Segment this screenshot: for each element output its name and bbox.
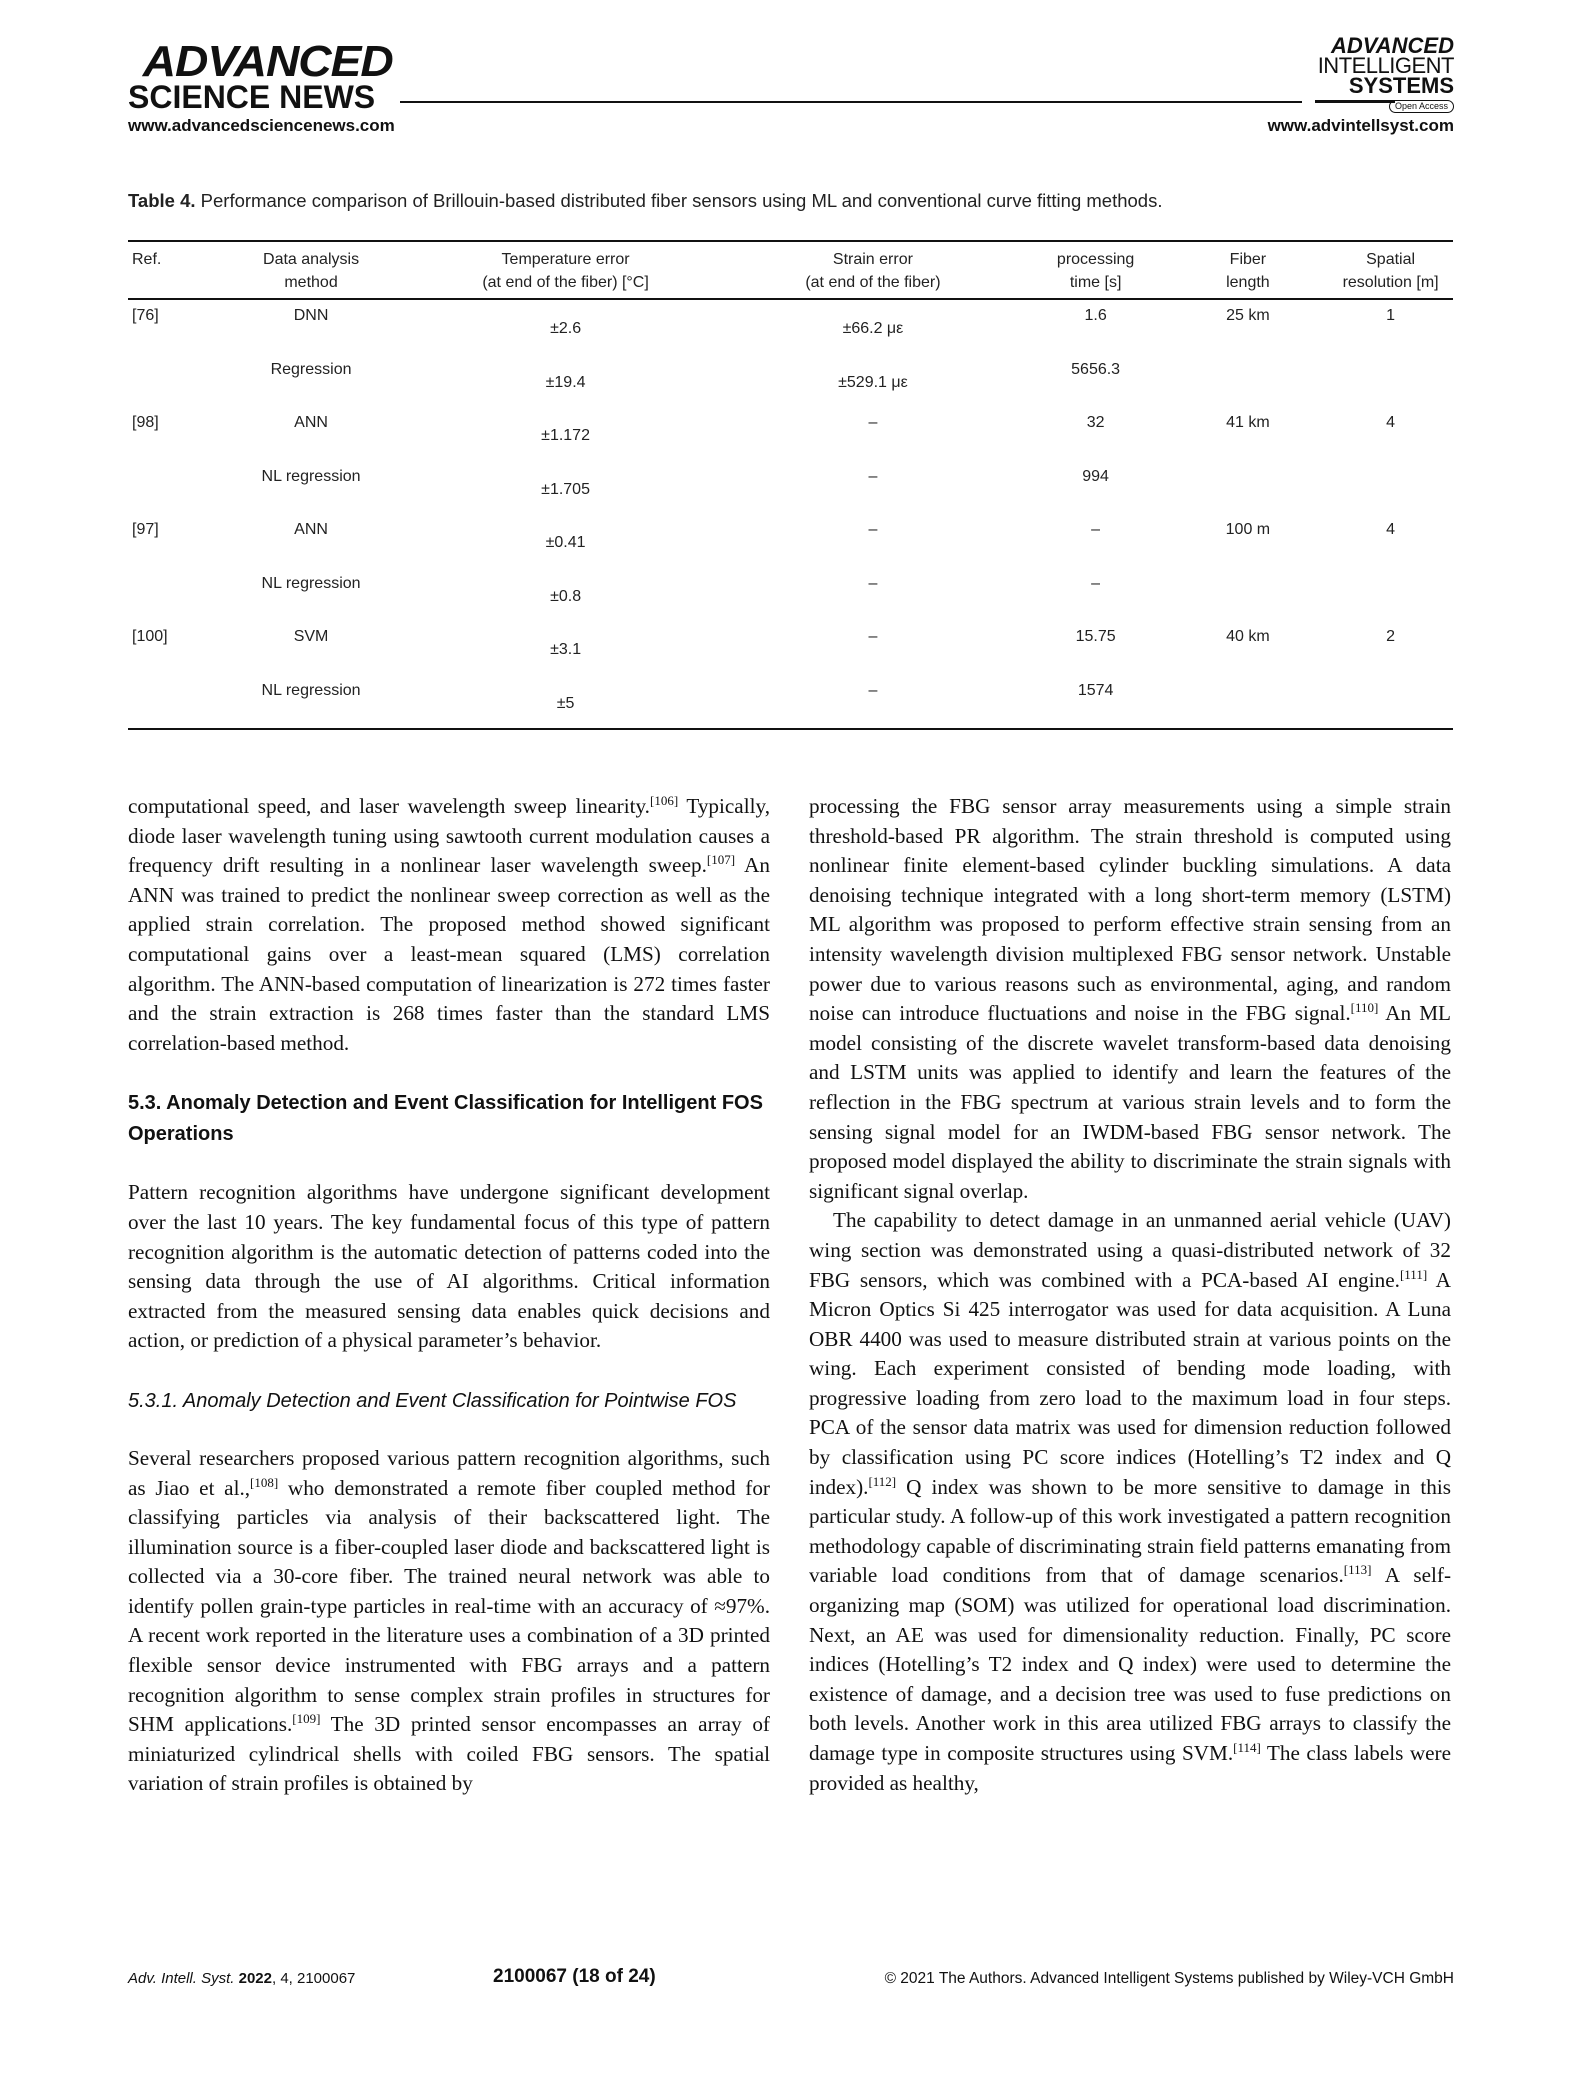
cell-value: 4 <box>1386 414 1396 431</box>
table-row <box>128 514 1453 568</box>
table-cell-processing-time <box>1024 568 1168 622</box>
performance-table <box>128 240 1453 730</box>
cell-value: 5656.3 <box>1071 360 1121 378</box>
cell-value: ±1.705 <box>541 480 590 498</box>
cell-value <box>1332 568 1449 575</box>
cell-value: – <box>868 681 878 699</box>
cell-value: 2 <box>1386 628 1396 645</box>
text-run: The 3D printed sensor encompasses an array of miniaturized cylindrical shells with coiled FBG sensors. The spatial variation of strain profiles is obtained by <box>128 1712 770 1796</box>
text-run: Q index was shown to be more sensitive to damage in this particular study. A follow-up of this work investigated a pattern recognition methodology capable of discriminating strain field patterns emanating from variable load conditions from that of damage scenarios. <box>809 1474 1451 1588</box>
text-run: Typically, diode laser wavelength tuning using sawtooth current modulation causes a frequency drift resulting in a nonlinear laser wavelength sweep. <box>128 794 770 878</box>
table-cell-fiber-length <box>1168 568 1329 622</box>
column-header-line2: (at end of the fiber) [°C] <box>482 274 649 291</box>
citation-link[interactable]: [107] <box>706 852 736 868</box>
open-access-badge: Open Access <box>1389 100 1454 113</box>
page-number: 2100067 (18 of 24) <box>493 1966 656 1987</box>
cell-value: ANN <box>294 414 328 431</box>
paragraph <box>809 1206 1451 1798</box>
table-cell-spatial-resolution <box>1328 461 1453 515</box>
column-header <box>213 241 409 299</box>
table-cell-strain-error <box>722 675 1023 730</box>
citation-link[interactable]: [111] <box>1399 1266 1428 1282</box>
citation-link[interactable]: [106] <box>649 793 679 808</box>
text-run: computational speed, and laser wavelength sweep linearity. <box>128 794 650 818</box>
journal-logo-divider <box>1315 100 1395 103</box>
cell-value: – <box>1091 521 1101 538</box>
table-cell-processing-time <box>1024 461 1168 515</box>
journal-logo-line3: SYSTEMS <box>1348 73 1454 98</box>
citation-link[interactable]: [109] <box>292 1711 321 1727</box>
cell-value <box>1172 354 1325 361</box>
publisher-logo <box>128 37 393 115</box>
paragraph <box>809 792 1451 1206</box>
citation-link[interactable]: [113] <box>1343 1562 1372 1578</box>
column-header <box>722 241 1023 299</box>
table-cell-temp-error <box>409 621 722 675</box>
table-cell-method <box>213 407 409 461</box>
table-cell-ref <box>128 675 213 730</box>
column-header-line1: Ref. <box>132 251 162 268</box>
table-cell-spatial-resolution <box>1328 354 1453 408</box>
table-cell-strain-error <box>722 461 1023 515</box>
table-cell-temp-error <box>409 299 722 354</box>
column-header <box>1168 241 1329 299</box>
column-header <box>1328 241 1453 299</box>
cell-value <box>1172 568 1325 575</box>
table-cell-processing-time <box>1024 354 1168 408</box>
table-cell-fiber-length <box>1168 675 1329 730</box>
column-header <box>1024 241 1168 299</box>
journal-logo-line1: ADVANCED <box>1330 33 1454 58</box>
table-body <box>128 299 1453 729</box>
table-cell-fiber-length <box>1168 299 1329 354</box>
table-cell-processing-time <box>1024 514 1168 568</box>
column-header-line2: (at end of the fiber) <box>805 274 941 291</box>
cell-value: SVM <box>293 628 329 645</box>
cell-value: – <box>1091 574 1101 592</box>
cell-value[interactable]: [98] <box>132 414 159 431</box>
table-cell-method <box>213 568 409 622</box>
table-cell-strain-error <box>722 568 1023 622</box>
subsection-heading: 5.3.1. Anomaly Detection and Event Classification for Pointwise FOS <box>128 1389 737 1412</box>
cell-value[interactable]: [100] <box>132 628 168 645</box>
text-run: The class labels were provided as healthy, <box>809 1741 1452 1795</box>
cell-value: 15.75 <box>1075 628 1116 645</box>
cell-value: – <box>868 628 878 645</box>
column-header <box>128 241 213 299</box>
cell-value <box>132 354 209 361</box>
paragraph <box>128 792 770 1058</box>
cell-value: ±0.8 <box>550 587 582 605</box>
cell-value: 994 <box>1082 467 1109 485</box>
table-cell-spatial-resolution <box>1328 514 1453 568</box>
table-cell-spatial-resolution <box>1328 407 1453 461</box>
column-header-line2: length <box>1226 274 1270 291</box>
table-cell-fiber-length <box>1168 354 1329 408</box>
paragraph <box>128 1178 770 1356</box>
cell-value: ±19.4 <box>545 373 586 391</box>
left-column <box>128 792 770 1799</box>
table-cell-spatial-resolution <box>1328 621 1453 675</box>
column-header-line1: Fiber <box>1229 251 1267 268</box>
table-cell-strain-error <box>722 354 1023 408</box>
table-cell-method <box>213 514 409 568</box>
cell-value: 1574 <box>1077 681 1114 699</box>
table-cell-ref <box>128 514 213 568</box>
footer-citation <box>128 1970 355 1987</box>
cell-value: 100 m <box>1225 521 1271 538</box>
citation-journal: Adv. Intell. Syst. <box>128 1970 235 1987</box>
table-row <box>128 461 1453 515</box>
table-cell-method <box>213 299 409 354</box>
journal-logo-line2: INTELLIGENT <box>1317 53 1454 78</box>
table-header-row <box>128 241 1453 299</box>
cell-value: 4 <box>1386 521 1396 538</box>
text-run: A self-organizing map (SOM) was utilized for operational load discrimination. Next, an AE was used for dimensionality reduction. Finally, PC score indices (Hotelling’s T2 index and Q index) were used to determine the existence of damage, and a decision tree was used to fuse predictions on both levels. Another work in this area utilized FBG arrays to classify the damage type in composite structures using SVM. <box>809 1563 1452 1765</box>
table-cell-temp-error <box>409 407 722 461</box>
journal-url[interactable]: www.advintellsyst.com <box>1267 116 1454 135</box>
cell-value <box>132 568 209 575</box>
citation-link[interactable]: [110] <box>1350 1000 1379 1016</box>
cell-value: ±2.6 <box>550 320 582 337</box>
table-caption-text: Performance comparison of Brillouin-based distributed fiber sensors using ML and conventional curve fitting methods. <box>200 190 1163 211</box>
cell-value <box>1332 675 1449 682</box>
table-cell-method <box>213 675 409 730</box>
cell-value: NL regression <box>261 681 361 699</box>
right-column <box>809 792 1451 1798</box>
copyright-notice: © 2021 The Authors. Advanced Intelligent Systems published by Wiley-VCH GmbH <box>884 1970 1454 1987</box>
publisher-logo-line1: ADVANCED <box>142 37 393 86</box>
table-cell-method <box>213 461 409 515</box>
cell-value <box>1332 461 1449 468</box>
cell-value: ±66.2 με <box>842 320 904 337</box>
cell-value[interactable]: [97] <box>132 521 159 538</box>
citation-year: 2022 <box>238 1970 272 1987</box>
table-row <box>128 568 1453 622</box>
table-cell-strain-error <box>722 299 1023 354</box>
text-run: The capability to detect damage in an unmanned aerial vehicle (UAV) wing section was demonstrated using a quasi-distributed network of 32 FBG sensors, which was combined with a PCA-based AI engine. <box>809 1208 1451 1292</box>
text-run: An ML model consisting of the discrete wavelet transform-based data denoising and LSTM units was applied to identify and learn the features of the reflection in the FBG spectrum at various strain levels and to form the sensing signal model for an IWDM-based FBG sensor network. The proposed model displayed the ability to discriminate the strain signals with significant signal overlap. <box>809 1001 1451 1203</box>
citation-link[interactable]: [108] <box>250 1474 279 1490</box>
table-cell-spatial-resolution <box>1328 299 1453 354</box>
table-cell-fiber-length <box>1168 407 1329 461</box>
cell-value: – <box>868 414 878 431</box>
table-cell-strain-error <box>722 621 1023 675</box>
cell-value: NL regression <box>261 574 361 592</box>
text-run: who demonstrated a remote fiber coupled method for classifying particles via analysis of their backscattered light. The illumination source is a fiber-coupled laser diode and backscattered light is collected via a 30-core fiber. The trained neural network was able to identify pollen grain-type particles in real-time with an accuracy of ≈97%. A recent work reported in the literature uses a combination of a 3D printed flexible sensor device instrumented with FBG arrays and a pattern recognition algorithm to sense complex strain profiles in structures for SHM applications. <box>128 1475 770 1737</box>
table-cell-processing-time <box>1024 675 1168 730</box>
column-header-line2: resolution [m] <box>1342 274 1439 291</box>
table-cell-ref <box>128 461 213 515</box>
column-header-line1: Spatial <box>1366 251 1416 268</box>
cell-value: ±1.172 <box>541 427 590 444</box>
cell-value: ±529.1 με <box>838 373 908 391</box>
table-cell-strain-error <box>722 407 1023 461</box>
table-row <box>128 407 1453 461</box>
cell-value: – <box>868 467 878 485</box>
table-cell-temp-error <box>409 568 722 622</box>
cell-value: 40 km <box>1226 628 1270 645</box>
cell-value: Regression <box>270 360 352 378</box>
table-cell-fiber-length <box>1168 514 1329 568</box>
table-cell-spatial-resolution <box>1328 675 1453 730</box>
table-caption <box>128 190 1162 212</box>
table-label: Table 4. <box>128 190 196 211</box>
table-cell-processing-time <box>1024 621 1168 675</box>
publisher-logo-line2: SCIENCE NEWS <box>128 79 376 115</box>
cell-value: 41 km <box>1226 414 1270 431</box>
cell-value: – <box>868 521 878 538</box>
table-cell-ref <box>128 354 213 408</box>
table-cell-temp-error <box>409 514 722 568</box>
table-cell-method <box>213 354 409 408</box>
table-cell-processing-time <box>1024 407 1168 461</box>
cell-value <box>1172 675 1325 682</box>
cell-value <box>1172 461 1325 468</box>
cell-value <box>1332 354 1449 361</box>
text-run: Pattern recognition algorithms have undergone significant development over the last 10 years. The key fundamental focus of this type of pattern recognition algorithm is the automatic detection of patterns coded into the sensing data through the use of AI algorithms. Critical information extracted from the measured sensing data enables quick decisions and action, or prediction of a physical parameter’s behavior. <box>128 1180 770 1353</box>
table-row <box>128 299 1453 354</box>
text-run: An ANN was trained to predict the nonlinear sweep correction as well as the applied strain correlation. The proposed method showed significant computational gains over a least-mean squared (LMS) correlation algorithm. The ANN-based computation of linearization is 272 times faster and the strain extraction is 268 times faster than the standard LMS correlation-based method. <box>128 853 770 1055</box>
table-cell-method <box>213 621 409 675</box>
cell-value: ±0.41 <box>545 534 586 551</box>
table-cell-temp-error <box>409 354 722 408</box>
cell-value: 1.6 <box>1084 307 1107 324</box>
cell-value: NL regression <box>261 467 361 485</box>
cell-value: DNN <box>293 307 329 324</box>
cell-value: ANN <box>294 521 328 538</box>
cell-value: ±3.1 <box>550 641 582 658</box>
column-header-line1: Temperature error <box>501 251 630 268</box>
citation-link[interactable]: [114] <box>1233 1740 1261 1755</box>
column-header-line1: Data analysis <box>263 251 360 268</box>
cell-value: 1 <box>1386 307 1396 324</box>
text-run: A Micron Optics Si 425 interrogator was used for data acquisition. A Luna OBR 4400 was used to measure distributed strain at various points on the wing. Each experiment consisted of bending mode loading, with progressive loading from zero load to the maximum load in four steps. PCA of the sensor data matrix was used for dimension reduction followed by classification using PC score indices (Hotelling’s T2 index and Q index). <box>809 1267 1451 1499</box>
column-header-line2 <box>132 271 209 294</box>
column-header-line2: time [s] <box>1069 274 1122 291</box>
table-row <box>128 621 1453 675</box>
table-cell-ref <box>128 621 213 675</box>
citation-link[interactable]: [112] <box>868 1473 897 1489</box>
table-cell-fiber-length <box>1168 621 1329 675</box>
header-divider <box>400 101 1302 103</box>
cell-value: – <box>868 574 878 592</box>
column-header-line1: processing <box>1056 251 1135 268</box>
table-cell-strain-error <box>722 514 1023 568</box>
column-header <box>409 241 722 299</box>
table-cell-spatial-resolution <box>1328 568 1453 622</box>
table-cell-temp-error <box>409 675 722 730</box>
text-run: processing the FBG sensor array measurements using a simple strain threshold-based PR algorithm. The strain threshold is computed using nonlinear finite element-based cylinder buckling simulations. A data denoising technique integrated with a long short-term memory (LSTM) ML algorithm was proposed to perform effective strain sensing from an intensity wavelength division multiplexed FBG sensor network. Unstable power due to various reasons such as environmental, aging, and random noise can introduce fluctuations and noise in the FBG signal. <box>809 794 1451 1026</box>
table-cell-processing-time <box>1024 299 1168 354</box>
text-run: Several researchers proposed various pattern recognition algorithms, such as Jiao et al., <box>128 1445 770 1500</box>
table-cell-ref <box>128 407 213 461</box>
column-header-line2: method <box>284 274 338 291</box>
publisher-url[interactable]: www.advancedsciencenews.com <box>128 116 395 135</box>
table-cell-ref <box>128 299 213 354</box>
table-cell-temp-error <box>409 461 722 515</box>
cell-value: 32 <box>1086 414 1105 431</box>
column-header-line1: Strain error <box>832 251 913 268</box>
cell-value <box>132 675 209 682</box>
cell-value <box>132 461 209 468</box>
section-heading: 5.3. Anomaly Detection and Event Classification for Intelligent FOS Operations <box>128 1092 763 1146</box>
table-cell-fiber-length <box>1168 461 1329 515</box>
cell-value: ±5 <box>556 694 575 712</box>
cell-value[interactable]: [76] <box>132 307 159 324</box>
cell-value: 25 km <box>1226 307 1270 324</box>
citation-volume-article: , 4, 2100067 <box>271 1970 356 1987</box>
paragraph <box>128 1444 770 1799</box>
table-row <box>128 354 1453 408</box>
table-cell-ref <box>128 568 213 622</box>
table-row <box>128 675 1453 730</box>
